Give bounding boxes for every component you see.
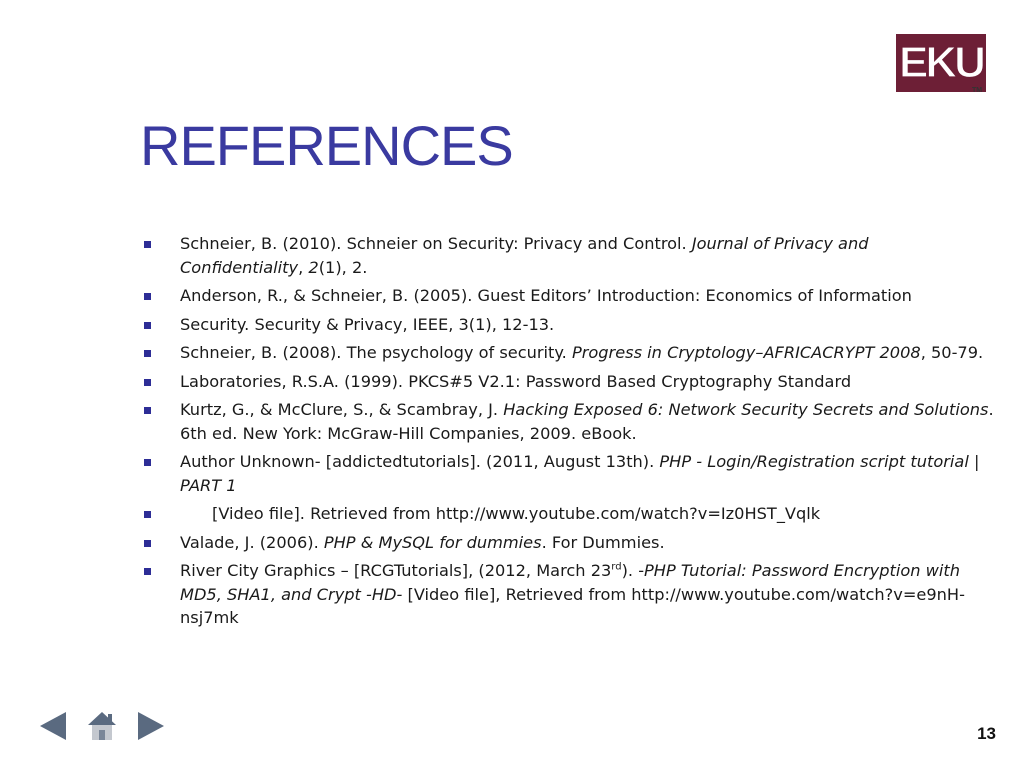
bullet-icon — [144, 350, 151, 357]
reference-item: Schneier, B. (2010). Schneier on Security: Privacy and Control. Journal of Privacy and Confidentiality, 2(1), 2. — [142, 232, 994, 279]
bullet-icon — [144, 379, 151, 386]
left-arrow-icon[interactable] — [38, 710, 68, 742]
reference-item: Kurtz, G., & McClure, S., & Scambray, J. Hacking Exposed 6: Network Security Secrets and Solutions. 6th ed. New York: McGraw-Hill Companies, 2009. eBook. — [142, 398, 994, 445]
bullet-icon — [144, 241, 151, 248]
reference-item: Security. Security & Privacy, IEEE, 3(1), 12-13. — [142, 313, 994, 337]
bullet-icon — [144, 322, 151, 329]
bullet-icon — [144, 511, 151, 518]
bullet-icon — [144, 293, 151, 300]
reference-item: [Video file]. Retrieved from http://www.youtube.com/watch?v=Iz0HST_Vqlk — [142, 502, 994, 526]
trademark-mark: TM — [972, 87, 983, 94]
references-list — [142, 232, 994, 635]
reference-item: Author Unknown- [addictedtutorials]. (2011, August 13th). PHP - Login/Registration script tutorial | PART 1 — [142, 450, 994, 497]
slide-navigation — [38, 710, 168, 744]
eku-logo-text: EKU — [899, 38, 983, 87]
slide-title: REFERENCES — [140, 114, 513, 177]
home-icon[interactable] — [86, 710, 118, 742]
right-arrow-icon[interactable] — [136, 710, 166, 742]
bullet-icon — [144, 407, 151, 414]
bullet-icon — [144, 540, 151, 547]
reference-item: Laboratories, R.S.A. (1999). PKCS#5 V2.1: Password Based Cryptography Standard — [142, 370, 994, 394]
page-number: 13 — [977, 724, 996, 743]
bullet-icon — [144, 568, 151, 575]
reference-item: River City Graphics – [RCGTutorials], (2012, March 23rd). -PHP Tutorial: Password Encryption with MD5, SHA1, and Crypt -HD- [Video file], Retrieved from http://www.youtube.com/watch?v=e9nH-nsj7mk — [142, 559, 994, 630]
reference-item: Schneier, B. (2008). The psychology of security. Progress in Cryptology–AFRICACRYPT 2008, 50-79. — [142, 341, 994, 365]
bullet-icon — [144, 459, 151, 466]
reference-item: Valade, J. (2006). PHP & MySQL for dummies. For Dummies. — [142, 531, 994, 555]
reference-item: Anderson, R., & Schneier, B. (2005). Guest Editors’ Introduction: Economics of Information — [142, 284, 994, 308]
eku-logo — [896, 34, 992, 96]
